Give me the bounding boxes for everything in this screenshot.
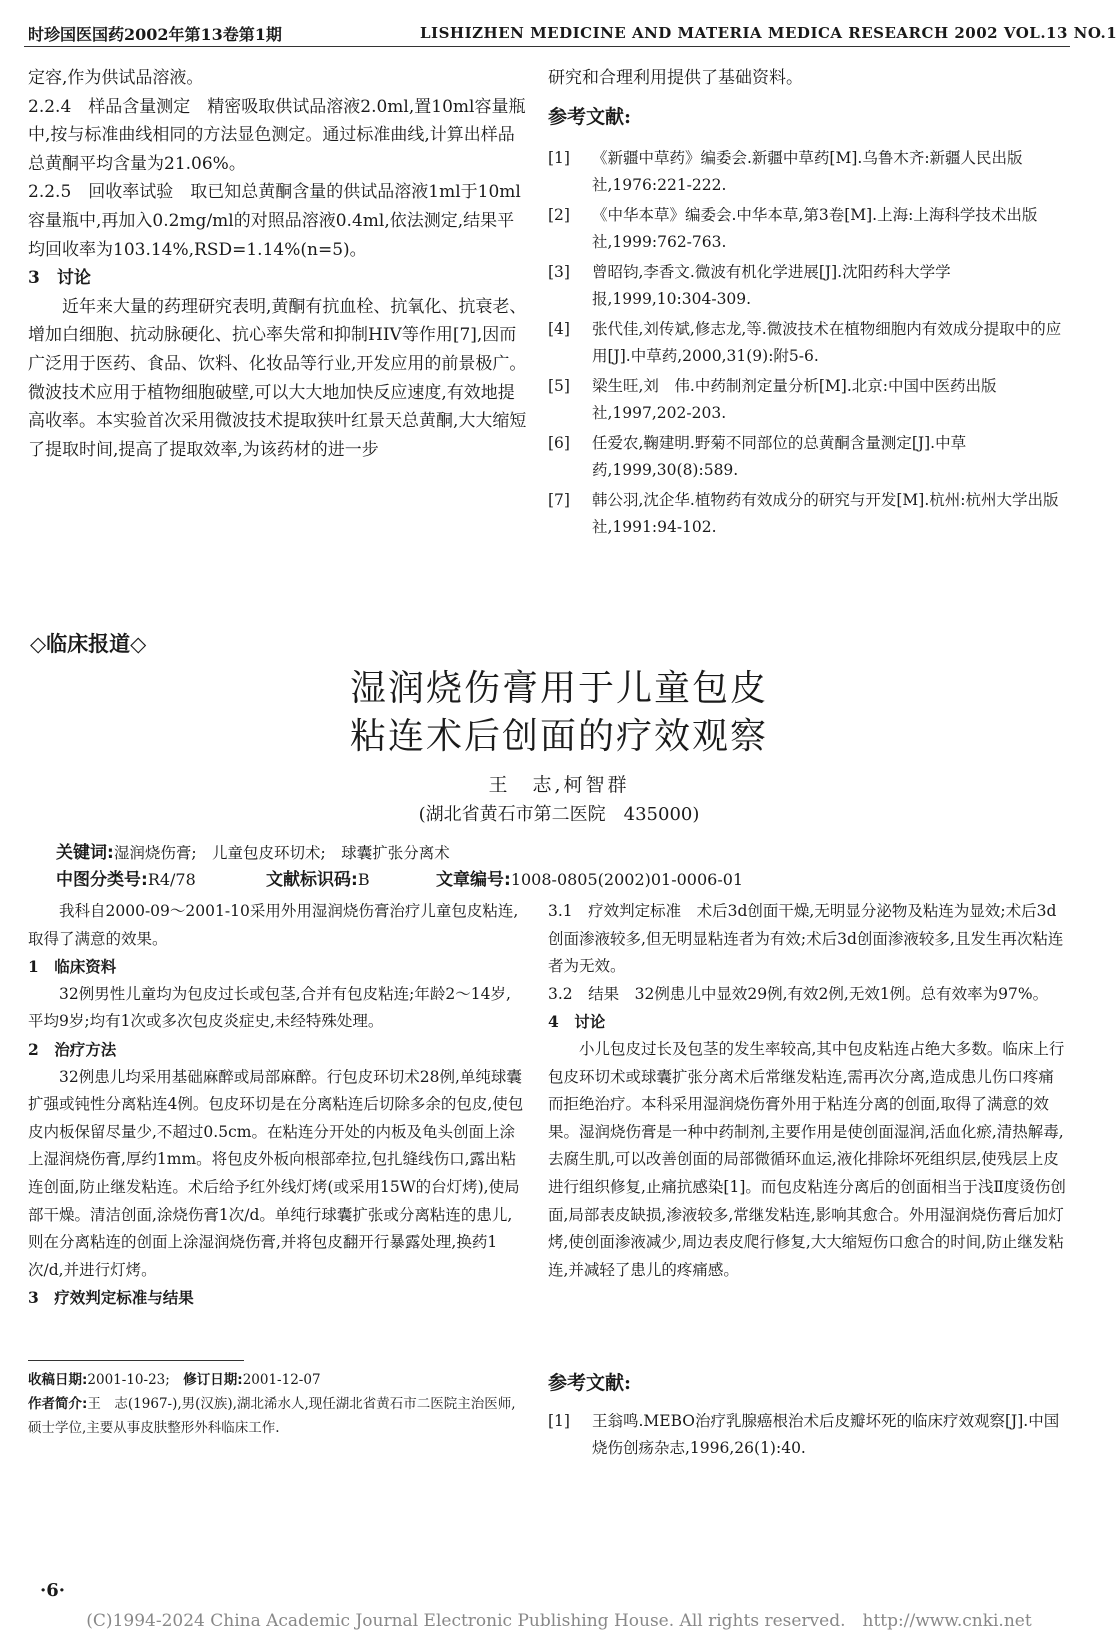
paragraph: 3.1 疗效判定标准 术后3d创面干燥,无明显分泌物及粘连为显效;术后3d创面渗液较多,但无明显粘连者为有效;术后3d创面渗液较多,且发生再次粘连者为无效。	[548, 902, 1064, 976]
section-heading: 4 讨论	[548, 1012, 606, 1032]
section-heading: 3 疗效判定标准与结果	[28, 1288, 194, 1308]
revised-label: 修订日期:	[183, 1372, 243, 1388]
header-rule	[24, 46, 1070, 47]
bio-label: 作者简介:	[28, 1396, 88, 1412]
paragraph: 32例患儿均采用基础麻醉或局部麻醉。行包皮环切术28例,单纯球囊扩强或钝性分离粘连4例。包皮环切是在分离粘连后切除多余的包皮,使包皮内板保留尽量少,不超过0.5cm。在粘连分开处的内板及龟头创面上涂上湿润烧伤膏,厚约1mm。将包皮外板向根部牵拉,包扎缝线伤口,露出粘连创面,防止继发粘连。术后给予红外线灯烤(或采用15W的台灯烤),使局部干燥。清洁创面,涂烧伤膏1次/d。单纯行球囊扩张或分离粘连的患儿,则在分离粘连的创面上涂湿润烧伤膏,并将包皮翻开行暴露处理,换药1次/d,并进行灯烤。	[28, 1067, 524, 1279]
paragraph: 2.2.5 回收率试验 取已知总黄酮含量的供试品溶液1ml于10ml容量瓶中,再加入0.2mg/ml的对照品溶液0.4ml,依法测定,结果平均回收率为103.14%,RSD=1.14%(n=5)。	[28, 182, 521, 260]
reference-text: 张代佳,刘传斌,修志龙,等.微波技术在植物细胞内有效成分提取中的应用[J].中草药,2000,31(9):附5-6.	[592, 320, 1062, 366]
reference-item	[548, 145, 1070, 199]
references-heading: 参考文献:	[548, 1372, 632, 1394]
article-title-line-2: 粘连术后创面的疗效观察	[349, 716, 768, 757]
column-tag: ◇临床报道◇	[30, 632, 147, 656]
paragraph: 定容,作为供试品溶液。	[28, 68, 204, 88]
paragraph: 小儿包皮过长及包茎的发生率较高,其中包皮粘连占绝大多数。临床上行包皮环切术或球囊扩张分离术后常继发粘连,需再次分离,造成患儿伤口疼痛而拒绝治疗。本科采用湿润烧伤膏外用于粘连分离的创面,取得了满意的效果。湿润烧伤膏是一种中药制剂,主要作用是使创面湿润,活血化瘀,清热解毒,去腐生肌,可以改善创面的局部微循环血运,液化排除坏死组织层,使残层上皮进行组织修复,止痛抗感染[1]。而包皮粘连分离后的创面相当于浅Ⅱ度烫伤创面,局部表皮缺损,渗液较多,常继发粘连,影响其愈合。外用湿润烧伤膏后加灯烤,使创面渗液减少,周边表皮爬行修复,大大缩短伤口愈合的时间,防止继发粘连,并减轻了患儿的疼痛感。	[548, 1039, 1066, 1279]
clc-code: R4/78	[147, 870, 196, 889]
reference-number: [5]	[548, 377, 570, 396]
reference-number: [7]	[548, 491, 570, 510]
reference-number: [1]	[548, 149, 570, 168]
reference-number: [1]	[548, 1412, 570, 1430]
keywords-line	[56, 838, 450, 863]
section-heading: 2 治疗方法	[28, 1039, 117, 1059]
keywords-label: 关键词:	[56, 843, 114, 863]
dates-line	[28, 1368, 528, 1392]
paragraph: 2.2.4 样品含量测定 精密吸取供试品溶液2.0ml,置10ml容量瓶中,按与标准曲线相同的方法显色测定。通过标准曲线,计算出样品总黄酮平均含量为21.06%。	[28, 96, 526, 174]
reference-item	[548, 487, 1070, 541]
reference-text: 曾昭钧,李香文.微波有机化学进展[J].沈阳药科大学学报,1999,10:304-309.	[592, 263, 951, 309]
running-header-left: 时珍国医国药2002年第13卷第1期	[28, 25, 282, 44]
received-label: 收稿日期:	[28, 1372, 88, 1388]
authors: 王 志,柯智群	[488, 774, 630, 796]
doc-code-label: 文献标识码:	[266, 870, 358, 890]
reference-text: 王翁鸣.MEBO治疗乳腺癌根治术后皮瓣坏死的临床疗效观察[J].中国烧伤创疡杂志,1996,26(1):40.	[592, 1412, 1060, 1457]
reference-item	[548, 316, 1070, 370]
article-title-line-1: 湿润烧伤膏用于儿童包皮	[349, 668, 768, 709]
reference-text: 《新疆中草药》编委会.新疆中草药[M].乌鲁木齐:新疆人民出版社,1976:221-222.	[592, 149, 1023, 195]
affiliation: (湖北省黄石市第二医院 435000)	[418, 804, 700, 825]
reference-item	[548, 202, 1070, 256]
reference-text: 梁生旺,刘 伟.中药制剂定量分析[M].北京:中国中医药出版社,1997,202-203.	[592, 377, 997, 423]
reference-text: 韩公羽,沈企华.植物药有效成分的研究与开发[M].杭州:杭州大学出版社,1991:94-102.	[592, 491, 1059, 537]
received-date: 2001-10-23;	[87, 1372, 170, 1388]
paragraph: 研究和合理利用提供了基础资料。	[548, 68, 803, 88]
reference-text: 任爱农,鞠建明.野菊不同部位的总黄酮含量测定[J].中草药,1999,30(8):589.	[592, 434, 967, 480]
references-list	[548, 1408, 1068, 1465]
reference-number: [2]	[548, 206, 570, 225]
bio-line	[28, 1392, 528, 1440]
article-no: 1008-0805(2002)01-0006-01	[510, 870, 744, 889]
running-header-right: LISHIZHEN MEDICINE AND MATERIA MEDICA RESEARCH 2002 VOL.13 NO.1	[420, 24, 1118, 42]
top-right-column	[548, 64, 1070, 544]
article-left-column	[28, 898, 524, 1312]
bio-text: 王 志(1967-),男(汉族),湖北浠水人,现任湖北省黄石市二医院主治医师,硕士学位,主要从事皮肤整形外科临床工作.	[28, 1396, 516, 1436]
article-no-label: 文章编号:	[436, 870, 511, 890]
section-heading: 1 临床资料	[28, 957, 117, 977]
section-heading: 3 讨论	[28, 268, 91, 289]
keywords: 湿润烧伤膏; 儿童包皮环切术; 球囊扩张分离术	[113, 844, 450, 862]
reference-number: [4]	[548, 320, 570, 339]
footnote	[28, 1368, 528, 1440]
doc-code: B	[357, 870, 370, 889]
paragraph: 32例男性儿童均为包皮过长或包茎,合并有包皮粘连;年龄2～14岁,平均9岁;均有1次或多次包皮炎症史,未经特殊处理。	[28, 984, 511, 1031]
reference-number: [3]	[548, 263, 570, 282]
paragraph: 3.2 结果 32例患儿中显效29例,有效2例,无效1例。总有效率为97%。	[548, 984, 1049, 1003]
article-right-column	[548, 898, 1068, 1284]
reference-item	[548, 1408, 1068, 1462]
reference-item	[548, 430, 1070, 484]
reference-number: [6]	[548, 434, 570, 453]
reference-item	[548, 373, 1070, 427]
page-number: ·6·	[40, 1580, 66, 1601]
references-list	[548, 145, 1070, 541]
classification-line	[56, 865, 1056, 890]
paragraph: 我科自2000-09～2001-10采用外用湿润烧伤膏治疗儿童包皮粘连,取得了满意的效果。	[28, 902, 519, 948]
top-left-column	[28, 64, 528, 464]
paragraph: 近年来大量的药理研究表明,黄酮有抗血栓、抗氧化、抗衰老、增加白细胞、抗动脉硬化、抗心率失常和抑制HIV等作用[7],因而广泛用于医药、食品、饮料、化妆品等行业,开发应用的前景极广。微波技术应用于植物细胞破壁,可以大大地加快反应速度,有效地提高收率。本实验首次采用微波技术提取狭叶红景天总黄酮,大大缩短了提取时间,提高了提取效率,为该药材的进一步	[28, 296, 527, 460]
copyright-notice: (C)1994-2024 China Academic Journal Electronic Publishing House. All rights reserved. http://www.cnki.net	[86, 1611, 1032, 1631]
reference-item	[548, 259, 1070, 313]
footnote-rule	[28, 1360, 244, 1361]
reference-text: 《中华本草》编委会.中华本草,第3卷[M].上海:上海科学技术出版社,1999:762-763.	[592, 206, 1038, 252]
clc-label: 中图分类号:	[56, 870, 148, 890]
revised-date: 2001-12-07	[242, 1372, 321, 1388]
references-heading: 参考文献:	[548, 105, 632, 128]
